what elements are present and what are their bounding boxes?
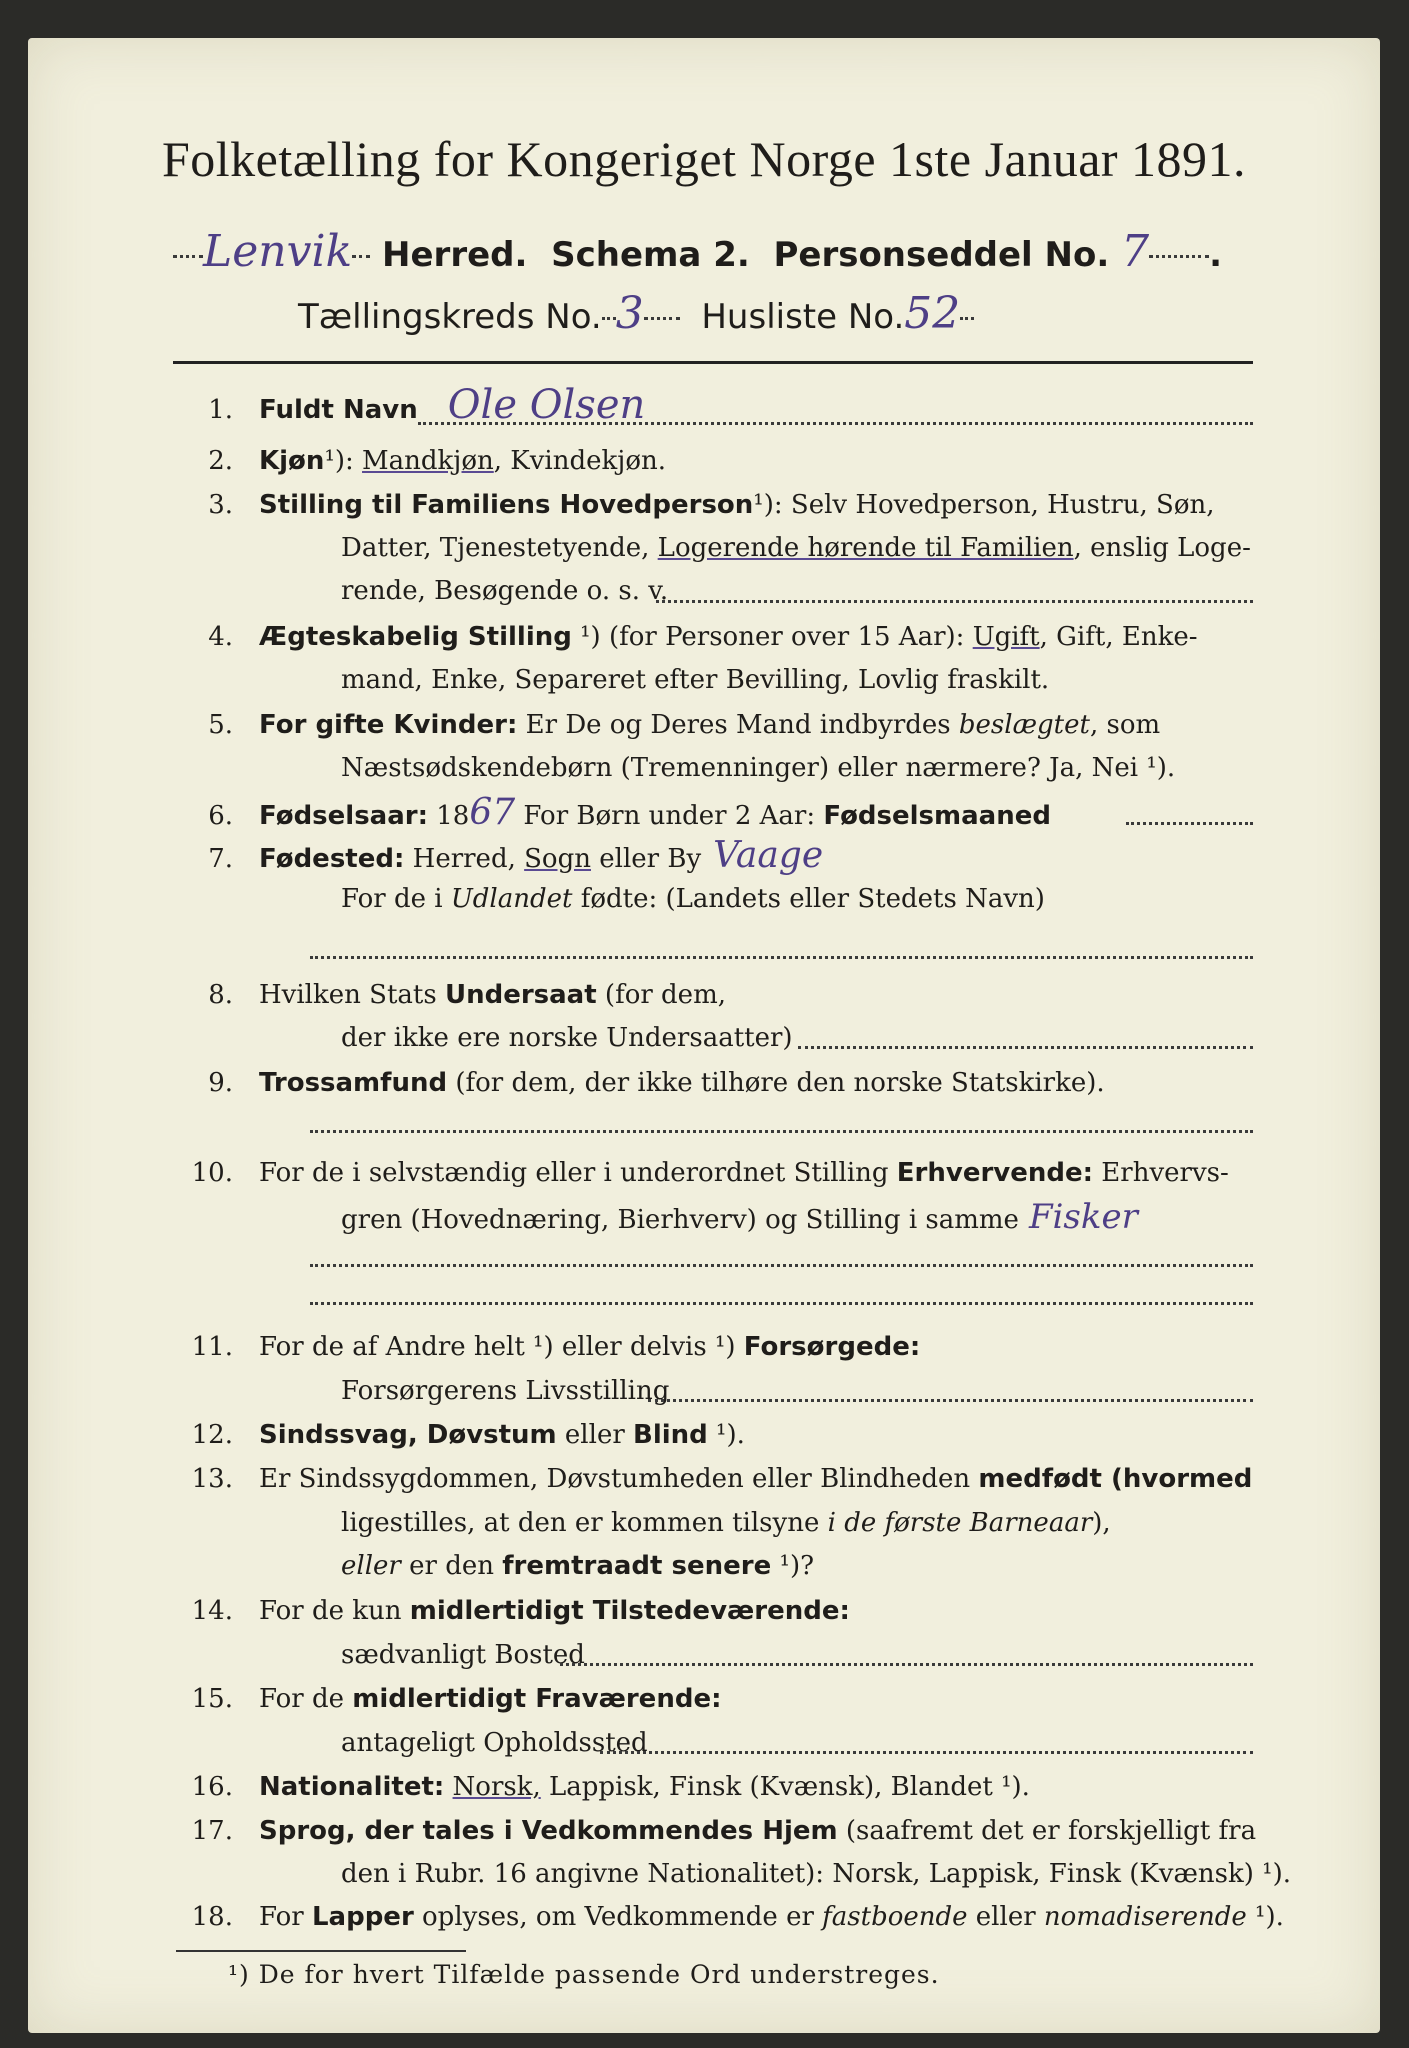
q17-a: (saafremt det er forskjelligt fra	[837, 1816, 1257, 1846]
q9-label: Trossamfund	[259, 1068, 448, 1098]
personseddel-label: Personseddel No.	[773, 235, 1110, 275]
q3-logerende: Logerende hørende til Familien	[657, 533, 1074, 563]
husliste-value: 52	[904, 288, 961, 339]
q9-num: 9.	[208, 1068, 233, 1098]
q8-num: 8.	[208, 980, 233, 1010]
q7-value: Vaage	[713, 835, 824, 876]
q5-row-b	[173, 747, 1409, 789]
q10-a2: Erhvervs-	[1093, 1158, 1229, 1188]
q14-b: sædvanligt Bosted	[341, 1640, 585, 1670]
q2-label: Kjøn	[259, 446, 325, 476]
q1-label: Fuldt Navn	[259, 395, 418, 425]
q1-num: 1.	[208, 395, 233, 425]
q3-b1: Datter, Tjenestetyende,	[341, 533, 658, 563]
q3-dots	[656, 600, 1253, 603]
q4-b: mand, Enke, Separeret efter Bevilling, Lovlig fraskilt.	[341, 665, 1050, 695]
q13-a: Er Sindssygdommen, Døvstumheden eller Blindheden	[259, 1464, 979, 1494]
q3-row	[173, 484, 1258, 526]
q13-b2: ),	[1092, 1508, 1111, 1538]
q18-label: Lapper	[311, 1902, 414, 1932]
q8-row	[173, 974, 1258, 1016]
q4-label: Ægteskabelig Stilling	[259, 622, 572, 652]
q2-num: 2.	[208, 446, 233, 476]
census-form	[28, 38, 1380, 2033]
q18-fastboende: fastboende	[822, 1902, 968, 1932]
q2-mandkjon: Mandkjøn	[362, 446, 494, 476]
q16-norsk: Norsk,	[452, 1772, 541, 1802]
q6-prefix: 18	[428, 801, 470, 831]
q13-row-b	[173, 1502, 1409, 1544]
q6-num: 6.	[208, 801, 233, 831]
q10-num: 10.	[191, 1158, 233, 1188]
q13-row	[173, 1458, 1258, 1500]
q17-label: Sprog, der tales i Vedkommendes Hjem	[259, 1816, 838, 1846]
q10-b: gren (Hovednæring, Bierhverv) og Stilling i samme	[341, 1205, 1019, 1235]
q14-dots	[560, 1663, 1253, 1666]
q8-label: Undersaat	[444, 980, 597, 1010]
header-rule	[173, 361, 1253, 364]
q6-row	[173, 792, 1258, 837]
q1-dots	[418, 422, 1253, 425]
q11-row-b	[173, 1370, 1409, 1412]
q7-a2: eller By	[590, 844, 702, 874]
q14-a: For de kun	[259, 1596, 410, 1626]
q13-c1: er den	[400, 1551, 503, 1581]
q10-value: Fisker	[1028, 1197, 1138, 1237]
q10-label: Erhvervende:	[896, 1158, 1094, 1188]
q4-ugift: Ugift	[972, 622, 1040, 652]
q13-b1: ligestilles, at den er kommen tilsyne	[341, 1508, 828, 1538]
q3-b2: , enslig Loge-	[1073, 533, 1251, 563]
q12-a2: ¹).	[707, 1420, 745, 1450]
q7-sogn: Sogn	[524, 844, 591, 874]
q4-row-b	[173, 659, 1409, 701]
schema-label: Schema 2.	[551, 235, 750, 275]
q12-a: eller	[556, 1420, 634, 1450]
q3-label: Stilling til Familiens Hovedperson	[259, 490, 754, 520]
q7-b1: For de i	[341, 884, 451, 914]
q6-dots	[1126, 822, 1253, 825]
q5-label: For gifte Kvinder:	[259, 710, 518, 740]
q4-num: 4.	[208, 622, 233, 652]
q2-sup: ¹):	[324, 446, 354, 476]
q5-num: 5.	[208, 710, 233, 740]
q17-num: 17.	[191, 1816, 233, 1846]
q18-nomadiserende: nomadiserende	[1043, 1902, 1247, 1932]
q5-b: Næstsødskendebørn (Tremenninger) eller nærmere? Ja, Nei ¹).	[341, 753, 1176, 783]
q13-senere: fremtraadt senere	[502, 1551, 772, 1581]
q8-a1: Hvilken Stats	[259, 980, 445, 1010]
q7-dots	[310, 956, 1253, 959]
q12-row	[173, 1414, 1258, 1456]
q15-dots	[600, 1751, 1253, 1754]
q6-mid: For Børn under 2 Aar:	[515, 801, 824, 831]
q6-label2: Fødselsmaaned	[823, 801, 1051, 831]
q17-row-b	[173, 1853, 1409, 1895]
footnote-rule	[176, 1950, 466, 1952]
q16-row	[173, 1766, 1258, 1808]
q9-row	[173, 1062, 1258, 1104]
q3-c: rende, Besøgende o. s. v.	[341, 576, 669, 606]
q18-a: For	[259, 1902, 312, 1932]
q15-a: For de	[259, 1684, 353, 1714]
q5-row	[173, 704, 1258, 746]
q7-udlandet: Udlandet	[450, 884, 573, 914]
q7-row	[173, 835, 1258, 880]
q14-row	[173, 1590, 1258, 1632]
q13-eller: eller	[341, 1551, 401, 1581]
q2-row	[173, 440, 1258, 482]
q16-rest: Lappisk, Finsk (Kvænsk), Blandet ¹).	[540, 1772, 1030, 1802]
q7-a: Herred,	[404, 844, 525, 874]
form-title: Folketælling for Kongeriget Norge 1ste Januar 1891.	[161, 131, 1247, 187]
q4-row	[173, 616, 1258, 658]
q12-num: 12.	[191, 1420, 233, 1450]
q11-b: Forsørgerens Livsstilling	[341, 1376, 670, 1406]
q3-line-a: ¹): Selv Hovedperson, Hustru, Søn,	[753, 490, 1215, 520]
q15-row-b	[173, 1722, 1409, 1764]
q1-value: Ole Olsen	[447, 382, 646, 428]
q13-label: medfødt (hvormed	[978, 1464, 1253, 1494]
q15-num: 15.	[191, 1684, 233, 1714]
q10-dots-1	[310, 1264, 1253, 1267]
herred-handwritten: Lenvik	[203, 226, 353, 277]
q15-b: antageligt Opholdssted	[341, 1728, 648, 1758]
q9-dots	[310, 1130, 1253, 1133]
q18-a4: ¹).	[1246, 1902, 1284, 1932]
q13-num: 13.	[191, 1464, 233, 1494]
q15-row	[173, 1678, 1258, 1720]
herred-label: Herred.	[382, 235, 528, 275]
q11-row	[173, 1326, 1258, 1368]
q10-row-b	[173, 1196, 1409, 1241]
q10-row	[173, 1152, 1258, 1194]
q11-num: 11.	[191, 1332, 233, 1362]
q2-rest: , Kvindekjøn.	[493, 446, 666, 476]
q11-dots	[648, 1399, 1253, 1402]
q15-label: midlertidigt Fraværende:	[352, 1684, 722, 1714]
q14-num: 14.	[191, 1596, 233, 1626]
q4-a2: , Gift, Enke-	[1039, 622, 1198, 652]
q17-b: den i Rubr. 16 angivne Nationalitet): Norsk, Lappisk, Finsk (Kvænsk) ¹).	[341, 1859, 1292, 1889]
q4-a: ¹) (for Personer over 15 Aar):	[571, 622, 973, 652]
q7-b2: fødte: (Landets eller Stedets Navn)	[572, 884, 1045, 914]
q12-label: Sindssvag, Døvstum	[259, 1420, 557, 1450]
q17-row	[173, 1810, 1258, 1852]
q13-row-c	[173, 1545, 1409, 1587]
q16-num: 16.	[191, 1772, 233, 1802]
q11-label: Forsørgede:	[743, 1332, 921, 1362]
q10-a: For de i selvstændig eller i underordnet Stilling	[259, 1158, 897, 1188]
q6-value: 67	[469, 792, 516, 833]
husliste-label: Husliste No.	[701, 297, 905, 337]
q11-a: For de af Andre helt ¹) eller delvis ¹)	[259, 1332, 744, 1362]
q6-label: Fødselsaar:	[259, 801, 428, 831]
herred-line: Lenvik Herred. Schema 2. Personseddel No. 7 .	[173, 226, 1253, 286]
q8-dots	[798, 1046, 1253, 1049]
q18-row	[173, 1896, 1284, 1938]
personseddel-value: 7	[1121, 226, 1150, 277]
q18-a2: oplyses, om Vedkommende er	[413, 1902, 823, 1932]
q10-dots-2	[310, 1302, 1253, 1305]
kreds-value: 3	[615, 288, 644, 339]
q13-barneaar: i de første Barneaar	[827, 1508, 1093, 1538]
q3-num: 3.	[208, 490, 233, 520]
kreds-line	[298, 288, 1198, 348]
q14-row-b	[173, 1634, 1409, 1676]
q7-label: Fødested:	[259, 844, 405, 874]
q8-row-b	[173, 1017, 1409, 1059]
q5-a2: , som	[1089, 710, 1161, 740]
q16-label: Nationalitet:	[259, 1772, 445, 1802]
q18-a3: eller	[967, 1902, 1044, 1932]
q5-beslaegtet: beslægtet	[958, 710, 1090, 740]
q7-num: 7.	[208, 844, 233, 874]
q8-b: der ikke ere norske Undersaatter)	[341, 1023, 793, 1053]
kreds-label: Tællingskreds No.	[298, 297, 602, 337]
q12-label2: Blind	[633, 1420, 708, 1450]
footnote: ¹) De for hvert Tilfælde passende Ord understreges.	[228, 1960, 940, 1989]
q14-label: midlertidigt Tilstedeværende:	[409, 1596, 850, 1626]
q5-a: Er De og Deres Mand indbyrdes	[517, 710, 959, 740]
q13-c2: ¹)?	[771, 1551, 815, 1581]
q9-a: (for dem, der ikke tilhøre den norske Statskirke).	[447, 1068, 1105, 1098]
q7-row-b	[173, 878, 1409, 920]
q18-num: 18.	[191, 1902, 233, 1932]
q8-a2: (for dem,	[596, 980, 726, 1010]
q3-row-c	[173, 570, 1409, 612]
q3-row-b	[173, 527, 1409, 569]
